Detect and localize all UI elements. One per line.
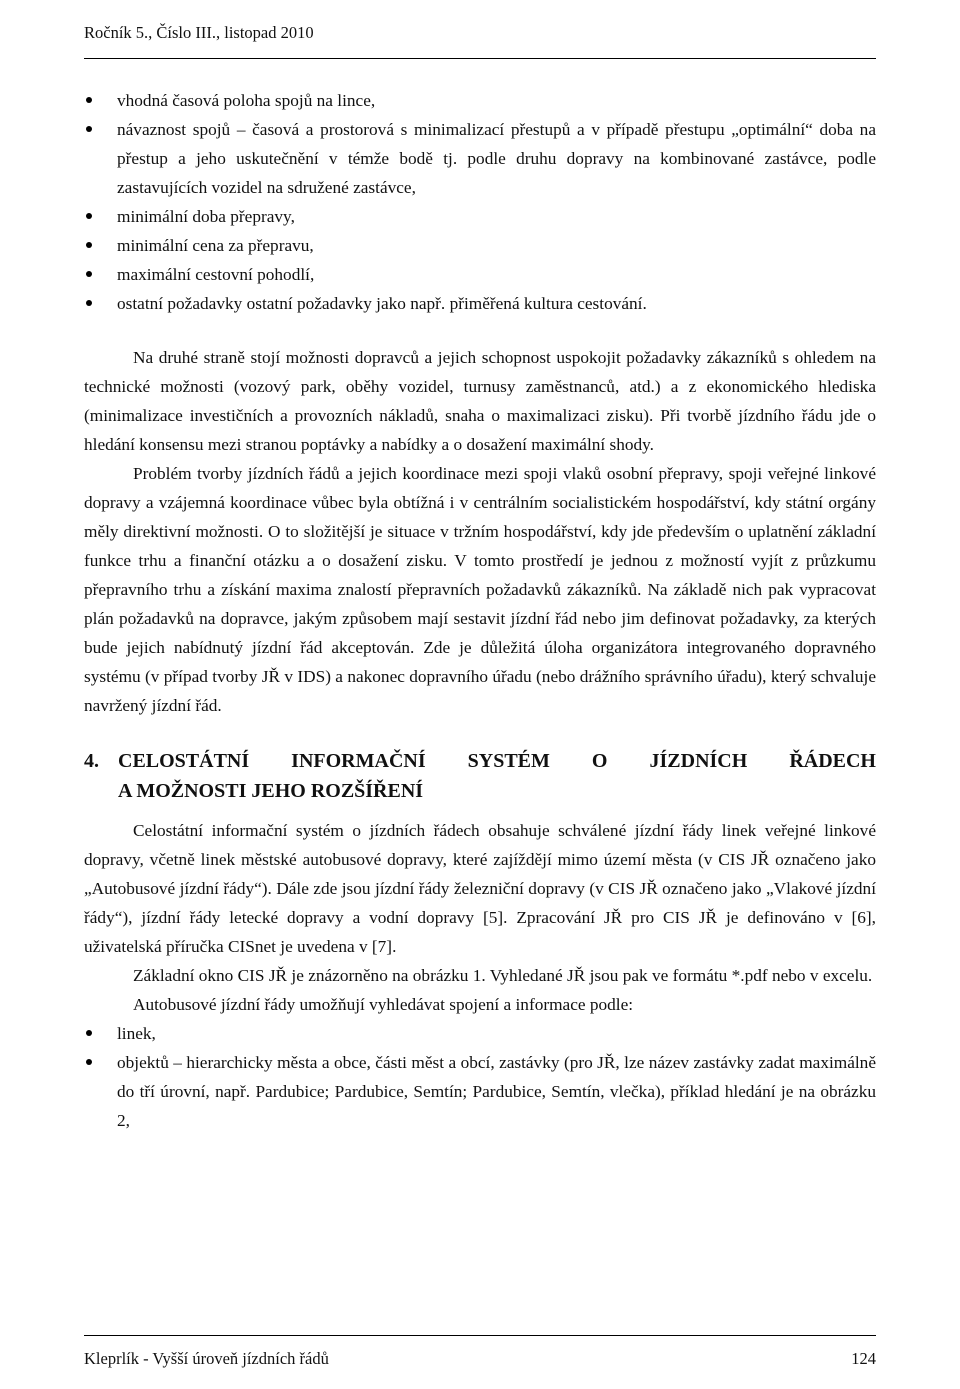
paragraph: Celostátní informační systém o jízdních řádech obsahuje schválené jízdní řády linek veřejné linkové dopravy, včetně linek městské autobusové dopravy, které zajíždějí mimo území města (v CIS JŘ označeno jako „Autobusové jízdní řády“). Dále zde jsou jízdní řády železniční dopravy (v CIS JŘ označeno jako „Vlakové jízdní řády“), jízdní řády letecké dopravy a vodní dopravy [5]. Zpracování JŘ pro CIS JŘ je definováno v [6], uživatelská příručka CISnet je uvedena v [7]. [84, 821, 876, 956]
section-number: 4. [84, 750, 99, 772]
list-item: maximální cestovní pohodlí, [84, 260, 876, 289]
running-footer [84, 1335, 876, 1370]
paragraph: Základní okno CIS JŘ je znázorněno na obrázku 1. Vyhledané JŘ jsou pak ve formátu *.pdf nebo v excelu. [133, 966, 873, 985]
list-item: linek, [84, 1019, 876, 1048]
section-title-line: A MOŽNOSTI JEHO ROZŠÍŘENÍ [118, 780, 424, 802]
list-item: objektů – hierarchicky města a obce, části měst a obcí, zastávky (pro JŘ, lze název zastávky zadat maximálně do tří úrovní, např. Pardubice; Pardubice, Semtín; Pardubice, Semtín, vlečka), příklad hledání je na obrázku 2, [84, 1048, 876, 1135]
section-heading [84, 746, 876, 806]
section-title [118, 746, 876, 806]
requirements-list [84, 86, 876, 318]
list-item: návaznost spojů – časová a prostorová s minimalizací přestupů a v případě přestupu „optimální“ doba na přestup a jeho uskutečnění v témže bodě tj. podle druhu dopravy na kombinované zastávce, podle zastavujících vozidel na sdružené zastávce, [84, 115, 876, 202]
list-item: minimální doba přepravy, [84, 202, 876, 231]
search-criteria-list [84, 1019, 876, 1135]
page-number: 124 [851, 1349, 876, 1368]
section-title-line: CELOSTÁTNÍ INFORMAČNÍ SYSTÉM O JÍZDNÍCH ŘÁDECH [118, 750, 876, 772]
header-text: Ročník 5., Číslo III., listopad 2010 [84, 23, 314, 42]
running-header [84, 22, 876, 59]
footer-title: Kleprlík - Vyšší úroveň jízdních řádů [84, 1349, 329, 1368]
paragraph: Na druhé straně stojí možnosti dopravců a jejich schopnost uspokojit požadavky zákazníků s ohledem na technické možnosti (vozový park, oběhy vozidel, turnusy zaměstnanců, atd.) a z ekonomického hlediska (minimalizace investičních a provozních nákladů, snaha o maximalizaci zisku). Při tvorbě jízdního řádu jde o hledání konsensu mezi stranou poptávky a nabídky a o dosažení maximální shody. [84, 348, 876, 454]
list-item: ostatní požadavky ostatní požadavky jako např. přiměřená kultura cestování. [84, 289, 876, 318]
page-content [84, 86, 876, 1135]
list-item: minimální cena za přepravu, [84, 231, 876, 260]
paragraph: Problém tvorby jízdních řádů a jejich koordinace mezi spoji vlaků osobní přepravy, spoji veřejné linkové dopravy a vzájemná koordinace vůbec byla obtížná i v centrálním socialistickém hospodářství, kdy státní orgány měly direktivní možnosti. O to složitější je situace v tržním hospodářství, kdy jde především o uplatnění základní funkce trhu a finanční otázku a o dosažení zisku. V tomto prostředí je jednou z možností vyjít z průzkumu přepravního trhu a získání maxima znalostí přepravních požadavků zákazníků. Na základě nich pak vypracovat plán požadavků na dopravce, jakým způsobem mají sestavit jízdní řád nebo jim definovat požadavky, za kterých bude jejich nabídnutý jízdní řád akceptován. Zde je důležitá úloha organizátora integrovaného dopravného systému (v případ tvorby JŘ v IDS) a nakonec dopravního úřadu (nebo drážního správního úřadu), který schvaluje navržený jízdní řád. [84, 464, 876, 715]
list-item: vhodná časová poloha spojů na lince, [84, 86, 876, 115]
paragraph: Autobusové jízdní řády umožňují vyhledávat spojení a informace podle: [133, 995, 634, 1014]
